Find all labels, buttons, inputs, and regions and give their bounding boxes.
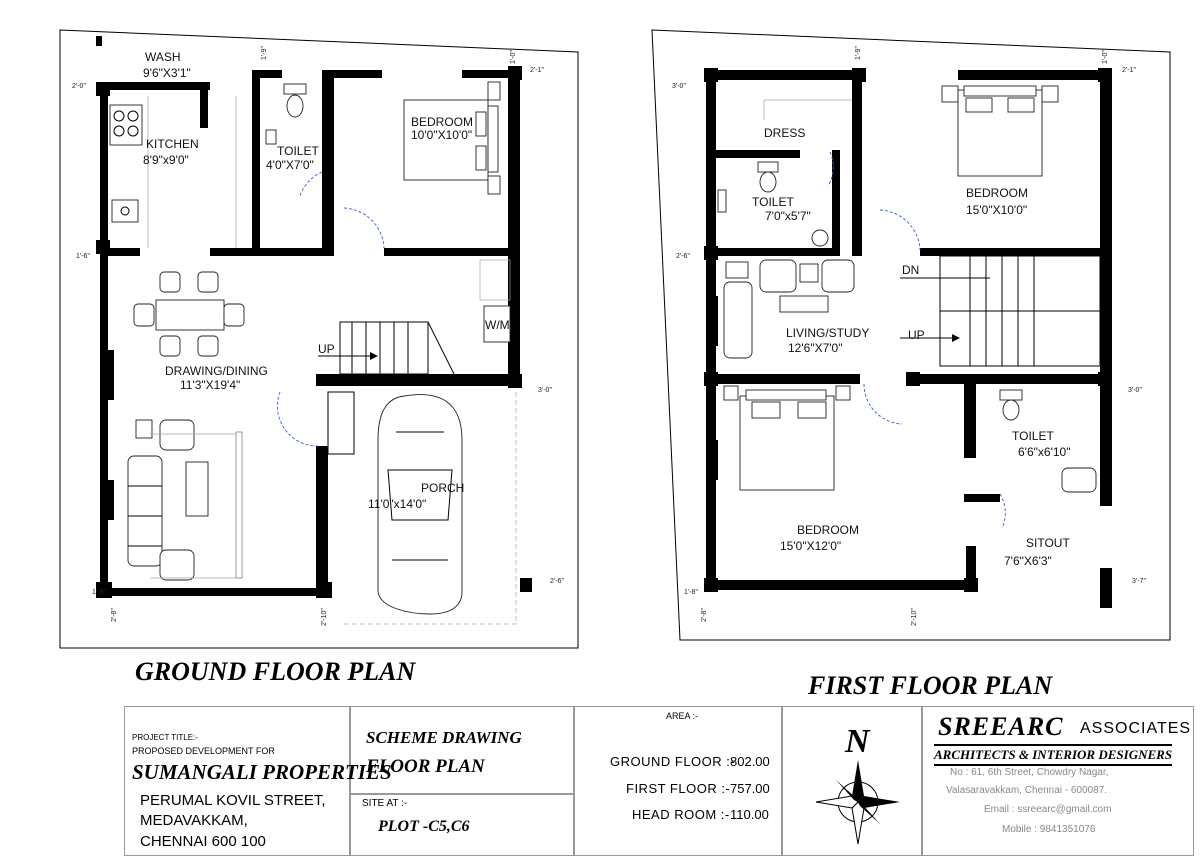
- gf-dim-6: 3'-0": [538, 387, 552, 394]
- firm-tagline: ARCHITECTS & INTERIOR DESIGNERS: [934, 744, 1172, 766]
- firm-email: Email : ssreearc@gmail.com: [984, 804, 1112, 815]
- gf-bed: [344, 82, 500, 248]
- floor-plan-label: FLOOR PLAN: [366, 756, 485, 777]
- ff-dim-8: 3'-7": [1132, 578, 1146, 585]
- firm-name: SREEARC: [938, 712, 1064, 741]
- firm-mobile: Mobile : 9841351076: [1002, 824, 1096, 835]
- gf-dim-9: 2'-8": [111, 608, 118, 622]
- ff-dim-1: 1'-9": [855, 46, 862, 60]
- ff-toilet1-fixtures: [718, 100, 852, 246]
- ff-sitout-size: 7'6"X6'3": [1004, 554, 1052, 568]
- gf-wash-name: WASH: [145, 50, 181, 64]
- first-floor-plan: [652, 30, 1170, 700]
- plot-label: PLOT -C5,C6: [378, 818, 470, 835]
- gf-dim-10: 2'-10": [321, 608, 328, 626]
- gf-wm-label: W/M: [485, 318, 510, 332]
- ff-dim-9: 2'-8": [701, 608, 708, 622]
- gf-dim-4: 2'-1": [530, 67, 544, 74]
- gf-wall-south: [100, 588, 332, 596]
- gf-stair-wall: [316, 374, 520, 386]
- ff-bedroom1-size: 15'0"X10'0": [966, 203, 1028, 217]
- gf-wall-kitchen-east: [252, 70, 260, 256]
- ff-toilet2-name: TOILET: [1012, 429, 1054, 443]
- tb-north-cell: [782, 706, 922, 856]
- site-at-label: SITE AT :-: [362, 798, 408, 809]
- ff-toilet2-size: 6'6"x6'10": [1018, 445, 1071, 459]
- gf-porch-size: 11'0"x14'0": [368, 497, 427, 511]
- gf-drawing-name: DRAWING/DINING: [165, 364, 268, 378]
- ff-bed-1: [880, 86, 1058, 250]
- gf-bedroom-size: 10'0"X10'0": [411, 128, 473, 142]
- ff-dim-3: 1'-0": [1102, 50, 1109, 64]
- client-name: SUMANGALI PROPERTIES: [132, 760, 392, 784]
- area-first-label: FIRST FLOOR :-: [626, 781, 731, 796]
- ff-bedroom2-name: BEDROOM: [797, 523, 860, 537]
- ff-wall-east: [1100, 70, 1112, 506]
- gf-dim-8: 2'-6": [550, 578, 564, 585]
- project-title-label: PROJECT TITLE:-: [132, 733, 198, 742]
- north-label: N: [845, 723, 870, 760]
- area-head-label: HEAD ROOM :-: [632, 807, 730, 822]
- ff-staircase: [900, 256, 1100, 366]
- ff-up-label: UP: [908, 328, 925, 342]
- gf-dim-2: 2'-0": [72, 83, 86, 90]
- gf-dim-3: 1'-0": [510, 50, 517, 64]
- firm-address-2: Valasaravakkam, Chennai - 600087.: [946, 785, 1108, 796]
- ff-dim-4: 2'-1": [1122, 67, 1136, 74]
- address-line-2: MEDAVAKKAM,: [140, 812, 248, 829]
- gf-kitchen-fixtures: [110, 96, 236, 248]
- gf-living-set: [128, 420, 242, 580]
- gf-dim-1: 1'-9": [261, 46, 268, 60]
- area-first-value: 757.00: [730, 781, 770, 796]
- ff-toilet1-name: TOILET: [752, 195, 794, 209]
- ff-toilet1-size: 7'0"x5'7": [765, 209, 811, 223]
- gf-up-label: UP: [318, 342, 335, 356]
- firm-address-1: No : 61, 6th Street, Chowdry Nagar,: [950, 767, 1109, 778]
- gf-toilet-size: 4'0"X7'0": [266, 158, 314, 172]
- ff-bedroom1-name: BEDROOM: [966, 186, 1029, 200]
- ff-sitout-name: SITOUT: [1026, 536, 1070, 550]
- gf-wash-size: 9'6"X3'1": [143, 66, 191, 80]
- gf-porch-name: PORCH: [421, 481, 465, 495]
- gf-dining-set: [134, 272, 244, 356]
- ground-floor-plan: [60, 30, 578, 686]
- ff-living-name: LIVING/STUDY: [786, 326, 870, 340]
- gf-toilet-name: TOILET: [277, 144, 319, 158]
- ff-dim-5: 2'-6": [676, 253, 690, 260]
- area-ground-value: 802.00: [730, 754, 770, 769]
- ff-title: FIRST FLOOR PLAN: [808, 671, 1053, 700]
- ff-bed-2: [724, 386, 850, 490]
- ff-dim-6: 3'-0": [1128, 387, 1142, 394]
- ff-toilet2-fixtures: [1000, 390, 1096, 528]
- ff-dim-7: 1'-8": [684, 589, 698, 596]
- area-head-value: 110.00: [730, 807, 769, 822]
- gf-bedroom-name: BEDROOM: [411, 115, 474, 129]
- scheme-label: SCHEME DRAWING: [366, 728, 522, 747]
- ff-dn-label: DN: [902, 263, 920, 277]
- gf-dim-7: 1'-8": [92, 589, 106, 596]
- gf-kitchen-size: 8'9"x9'0": [143, 153, 189, 167]
- ff-wall-north-1: [706, 70, 862, 80]
- gf-kitchen-name: KITCHEN: [146, 137, 199, 151]
- gf-toilet-fixtures: [266, 84, 322, 196]
- ff-wall-south: [706, 580, 976, 590]
- gf-title: GROUND FLOOR PLAN: [135, 657, 416, 686]
- ff-dim-2: 3'-0": [672, 83, 686, 90]
- ff-bedroom2-size: 15'0"X12'0": [780, 539, 842, 553]
- area-label: AREA :-: [666, 711, 699, 721]
- ff-living-size: 12'6"X7'0": [788, 341, 843, 355]
- address-line-1: PERUMAL KOVIL STREET,: [140, 792, 326, 809]
- proposed-label: PROPOSED DEVELOPMENT FOR: [132, 746, 275, 756]
- ff-dim-10: 2'-10": [911, 608, 918, 626]
- address-line-3: CHENNAI 600 100: [140, 833, 266, 850]
- firm-suffix: ASSOCIATES: [1080, 720, 1192, 737]
- ff-dress-name: DRESS: [764, 126, 806, 140]
- gf-dim-5: 1'-6": [76, 253, 90, 260]
- gf-drawing-size: 11'3"X19'4": [180, 378, 241, 392]
- area-ground-label: GROUND FLOOR :-: [610, 754, 736, 769]
